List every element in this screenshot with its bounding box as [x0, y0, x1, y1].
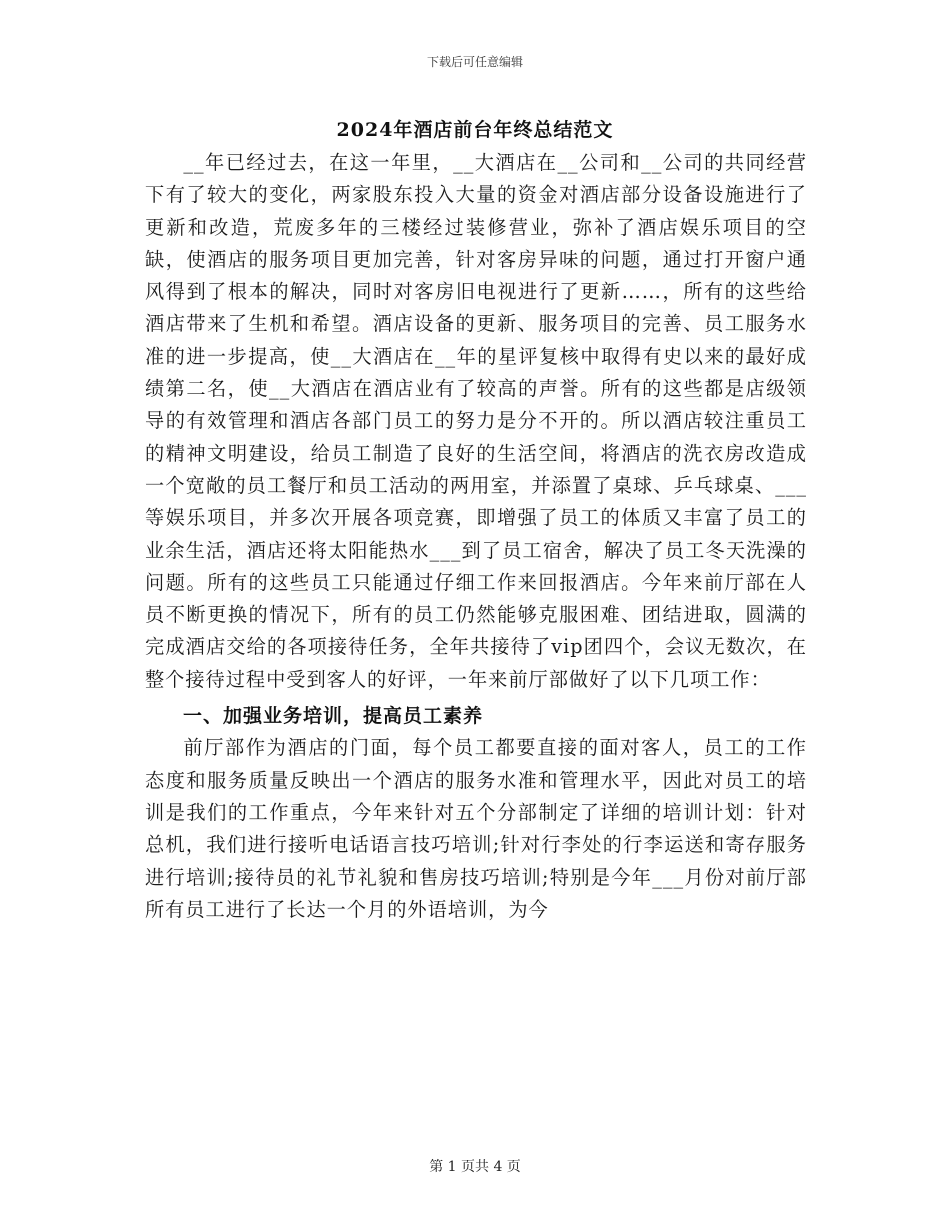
document-title: 2024年酒店前台年终总结范文 [336, 119, 614, 141]
section-heading-1: 一、加强业务培训，提高员工素养 [183, 705, 484, 728]
document-body [145, 147, 807, 926]
page-number: 第 1 页共 4 页 [429, 1159, 521, 1175]
header-note: 下载后可任意编辑 [426, 55, 523, 69]
paragraph-intro: __年已经过去，在这一年里，__大酒店在__公司和__公司的共同经营下有了较大的变化，两家股东投入大量的资金对酒店部分设备设施进行了更新和改造，荒废多年的三楼经过装修营业，弥补了酒店娱乐项目的空缺，使酒店的服务项目更加完善，针对客房异味的问题，通过打开窗户通风得到了根本的解决，同时对客房旧电视进行了更新……，所有的这些给酒店带来了生机和希望。酒店设备的更新、服务项目的完善、员工服务水准的进一步提高，使__大酒店在__年的星评复核中取得有史以来的最好成绩第二名，使__大酒店在酒店业有了较高的声誉。所有的这些都是店级领导的有效管理和酒店各部门员工的努力是分不开的。所以酒店较注重员工的精神文明建设，给员工制造了良好的生活空间，将酒店的洗衣房改造成一个宽敞的员工餐厅和员工活动的两用室，并添置了桌球、乒乓球桌、___等娱乐项目，并多次开展各项竞赛，即增强了员工的体质又丰富了员工的业余生活，酒店还将太阳能热水___到了员工宿舍，解决了员工冬天洗澡的问题。所有的这些员工只能通过仔细工作来回报酒店。今年来前厅部在人员不断更换的情况下，所有的员工仍然能够克服困难、团结进取，圆满的完成酒店交给的各项接待任务，全年共接待了vip团四个，会议无数次，在整个接待过程中受到客人的好评，一年来前厅部做好了以下几项工作： [145, 151, 807, 691]
paragraph-training: 前厅部作为酒店的门面，每个员工都要直接的面对客人，员工的工作态度和服务质量反映出一个酒店的服务水准和管理水平，因此对员工的培训是我们的工作重点，今年来针对五个分部制定了详细的培训计划：针对总机，我们进行接听电话语言技巧培训;针对行李处的行李运送和寄存服务进行培训;接待员的礼节礼貌和售房技巧培训;特别是今年___月份对前厅部所有员工进行了长达一个月的外语培训，为今 [145, 736, 807, 921]
